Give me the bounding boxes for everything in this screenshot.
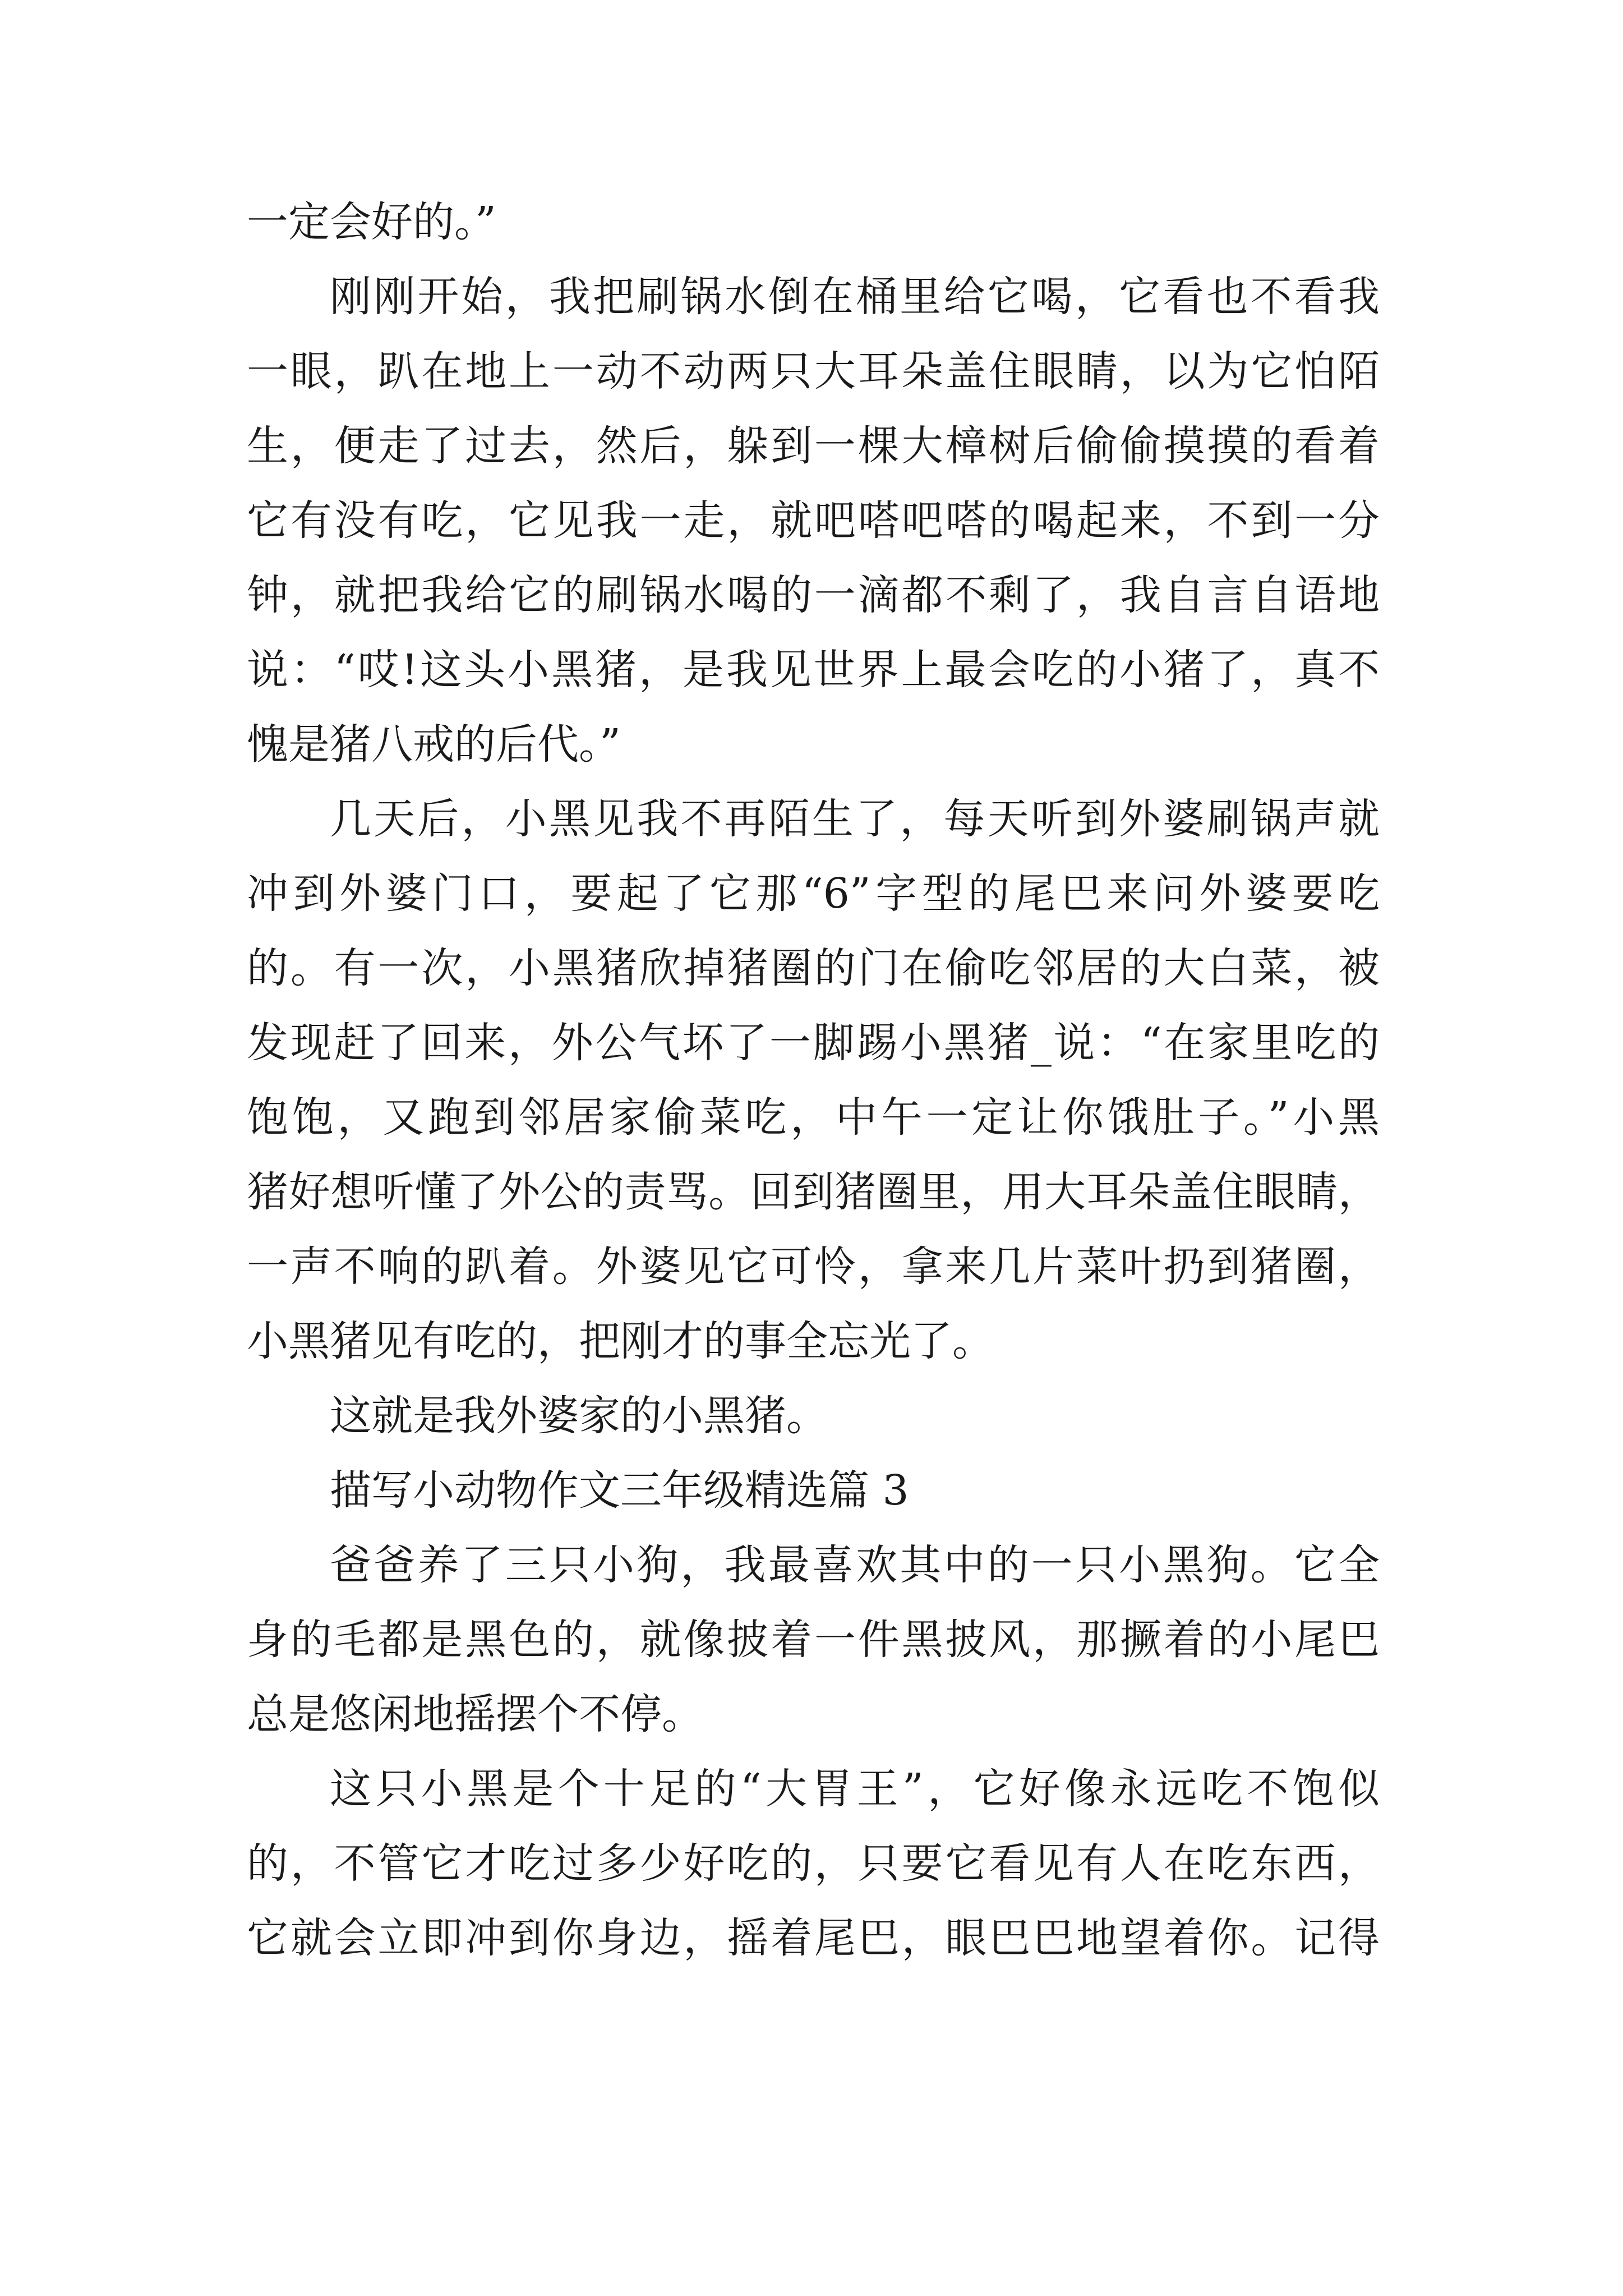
text-line: 猪好想听懂了外公的责骂。回到猪圈里，用大耳朵盖住眼睛， <box>247 1168 1380 1216</box>
paragraph-first-line: 这就是我外婆家的小黑猪。 <box>330 1392 828 1440</box>
text-line: 它有没有吃，它见我一走，就吧嗒吧嗒的喝起来，不到一分 <box>247 496 1380 545</box>
text-line: 一定会好的。” <box>247 198 496 246</box>
text-line: 发现赶了回来，外公气坏了一脚踢小黑猪_说：“在家里吃的 <box>247 1019 1380 1067</box>
text-line: 说：“哎!这头小黑猪，是我见世界上最会吃的小猪了，真不 <box>247 646 1380 694</box>
text-line: 身的毛都是黑色的，就像披着一件黑披风，那撅着的小尾巴 <box>247 1616 1380 1664</box>
text-line: 它就会立即冲到你身边，摇着尾巴，眼巴巴地望着你。记得 <box>247 1914 1380 1962</box>
paragraph-first-line: 这只小黑是个十足的“大胃王”，它好像永远吃不饱似 <box>330 1765 1380 1813</box>
document-body <box>247 185 1380 1976</box>
paragraph-first-line: 爸爸养了三只小狗，我最喜欢其中的一只小黑狗。它全 <box>330 1541 1380 1589</box>
paragraph-first-line: 几天后，小黑见我不再陌生了，每天听到外婆刷锅声就 <box>330 795 1380 843</box>
text-line: 饱饱，又跑到邻居家偷菜吃，中午一定让你饿肚子。”小黑 <box>247 1093 1380 1142</box>
text-line: 的。有一次，小黑猪欣掉猪圈的门在偷吃邻居的大白菜，被 <box>247 944 1380 992</box>
text-line: 小黑猪见有吃的，把刚才的事全忘光了。 <box>247 1317 994 1365</box>
text-line: 一声不响的趴着。外婆见它可怜，拿来几片菜叶扔到猪圈， <box>247 1243 1380 1291</box>
text-line: 愧是猪八戒的后代。” <box>247 720 621 769</box>
text-line: 钟，就把我给它的刷锅水喝的一滴都不剩了，我自言自语地 <box>247 571 1380 619</box>
section-heading: 描写小动物作文三年级精选篇 3 <box>330 1466 909 1515</box>
text-line: 冲到外婆门口，要起了它那“6”字型的尾巴来问外婆要吃 <box>247 869 1380 918</box>
paragraph-first-line: 刚刚开始，我把刷锅水倒在桶里给它喝，它看也不看我 <box>330 273 1380 321</box>
text-line: 总是悠闲地摇摆个不停。 <box>247 1690 703 1738</box>
text-line: 一眼，趴在地上一动不动两只大耳朵盖住眼睛，以为它怕陌 <box>247 347 1380 395</box>
text-line: 的，不管它才吃过多少好吃的，只要它看见有人在吃东西， <box>247 1839 1380 1888</box>
text-line: 生，便走了过去，然后，躲到一棵大樟树后偷偷摸摸的看着 <box>247 422 1380 470</box>
